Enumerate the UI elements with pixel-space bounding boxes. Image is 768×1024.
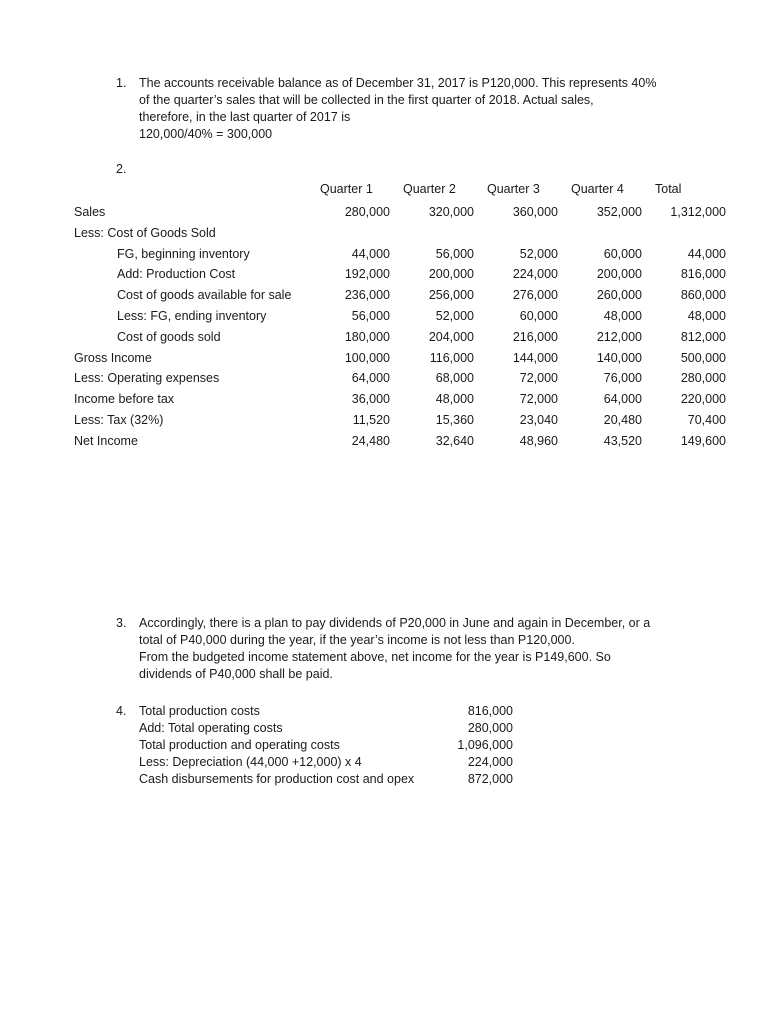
quarter-4-cell: 140,000: [596, 350, 642, 365]
row-label: Net Income: [74, 433, 138, 448]
quarter-2-cell: 48,000: [435, 392, 474, 407]
row-label: Less: Cost of Goods Sold: [74, 225, 216, 240]
quarter-3-cell: 224,000: [512, 267, 558, 282]
cash-disbursement-row: [139, 771, 679, 788]
item-3-number: 3.: [116, 616, 127, 630]
item-3-line: total of P40,000 during the year, if the year’s income is not less than P120,000.: [139, 633, 575, 647]
header-quarter-2: Quarter 2: [403, 182, 456, 196]
item-1-line: of the quarter’s sales that will be collected in the first quarter of 2018. Actual sales,: [139, 93, 594, 107]
cash-disbursement-value: 872,000: [467, 772, 513, 786]
income-statement-row: [0, 390, 768, 408]
total-cell: 149,600: [680, 433, 726, 448]
item-3-line: Accordingly, there is a plan to pay dividends of P20,000 in June and again in December, or a: [139, 616, 651, 630]
income-statement-row: [0, 203, 768, 221]
row-label: Income before tax: [74, 392, 175, 407]
quarter-4-cell: 64,000: [603, 392, 642, 407]
quarter-1-cell: 100,000: [344, 350, 390, 365]
quarter-3-cell: 60,000: [519, 309, 558, 323]
income-statement-row: [0, 369, 768, 387]
income-statement-row: [0, 286, 768, 304]
total-cell: 220,000: [680, 392, 726, 407]
income-statement-row: [0, 245, 768, 263]
cash-disbursement-label: Total production and operating costs: [139, 738, 340, 752]
quarter-4-cell: 20,480: [603, 413, 642, 427]
cash-disbursement-label: Cash disbursements for production cost and opex: [139, 772, 415, 786]
cash-disbursement-label: Less: Depreciation (44,000 +12,000) x 4: [139, 755, 362, 769]
row-label: Add: Production Cost: [117, 267, 236, 282]
quarter-4-cell: 200,000: [596, 267, 642, 282]
quarter-2-cell: 68,000: [435, 371, 474, 386]
quarter-3-cell: 360,000: [512, 205, 558, 219]
quarter-2-cell: 204,000: [428, 329, 474, 344]
item-1-number: 1.: [116, 76, 127, 90]
income-statement-row: [0, 432, 768, 450]
income-statement-row: [0, 411, 768, 429]
quarter-1-cell: 180,000: [344, 329, 390, 344]
total-cell: 500,000: [680, 350, 726, 365]
item-2: [116, 161, 676, 181]
total-cell: 812,000: [680, 329, 726, 344]
item-3-text: [139, 615, 679, 683]
quarter-3-cell: 216,000: [512, 329, 558, 344]
quarter-1-cell: 44,000: [351, 246, 390, 261]
row-label: FG, beginning inventory: [117, 246, 250, 261]
item-1: [116, 75, 676, 145]
quarter-4-cell: 76,000: [603, 371, 642, 386]
quarter-4-cell: 212,000: [596, 329, 642, 344]
row-label: Cost of goods sold: [117, 329, 221, 344]
total-cell: 280,000: [680, 371, 726, 386]
quarter-3-cell: 48,960: [519, 433, 558, 448]
cash-disbursement-value: 816,000: [467, 704, 513, 718]
item-3-line: From the budgeted income statement above, net income for the year is P149,600. So: [139, 650, 611, 664]
row-label: Less: FG, ending inventory: [117, 309, 267, 323]
cash-disbursement-row: [139, 703, 679, 720]
cash-disbursement-row: [139, 737, 679, 754]
quarter-2-cell: 32,640: [435, 433, 474, 448]
cash-disbursement-value: 1,096,000: [457, 738, 513, 752]
quarter-4-cell: 260,000: [596, 288, 642, 303]
total-cell: 44,000: [687, 246, 726, 261]
quarter-2-cell: 52,000: [435, 309, 474, 323]
quarter-1-cell: 236,000: [344, 288, 390, 303]
cash-disbursement-label: Total production costs: [139, 704, 260, 718]
quarter-3-cell: 52,000: [519, 246, 558, 261]
income-statement-header: [0, 182, 768, 200]
quarter-2-cell: 200,000: [428, 267, 474, 282]
quarter-4-cell: 60,000: [603, 246, 642, 261]
quarter-1-cell: 192,000: [344, 267, 390, 282]
item-1-line: The accounts receivable balance as of December 31, 2017 is P120,000. This represents 40%: [139, 76, 657, 90]
item-4: [116, 703, 676, 793]
item-4-text: [139, 703, 679, 788]
cash-disbursement-label: Add: Total operating costs: [139, 721, 283, 735]
quarter-2-cell: 116,000: [429, 350, 474, 365]
item-3: [116, 615, 676, 685]
item-1-line: therefore, in the last quarter of 2017 is: [139, 110, 351, 124]
quarter-1-cell: 56,000: [351, 309, 390, 323]
cash-disbursement-row: [139, 754, 679, 771]
quarter-3-cell: 276,000: [512, 288, 558, 303]
quarter-2-cell: 320,000: [428, 205, 474, 219]
header-total: Total: [655, 182, 682, 196]
header-quarter-3: Quarter 3: [487, 182, 540, 196]
quarter-1-cell: 280,000: [344, 205, 390, 219]
header-quarter-4: Quarter 4: [571, 182, 624, 196]
income-statement-row: [0, 328, 768, 346]
quarter-3-cell: 72,000: [519, 371, 558, 386]
quarter-1-cell: 64,000: [351, 371, 390, 386]
item-2-number: 2.: [116, 162, 127, 176]
row-label: Cost of goods available for sale: [117, 288, 292, 303]
quarter-2-cell: 56,000: [435, 246, 474, 261]
item-1-line: 120,000/40% = 300,000: [139, 127, 273, 141]
income-statement-row: [0, 349, 768, 367]
cash-disbursement-value: 280,000: [467, 721, 513, 735]
row-label: Less: Tax (32%): [74, 413, 164, 427]
quarter-1-cell: 11,520: [352, 413, 390, 427]
quarter-2-cell: 15,360: [435, 413, 474, 427]
quarter-3-cell: 72,000: [519, 392, 558, 407]
cash-disbursement-row: [139, 720, 679, 737]
row-label: Gross Income: [74, 350, 152, 365]
cash-disbursement-value: 224,000: [467, 755, 513, 769]
quarter-4-cell: 48,000: [603, 309, 642, 323]
total-cell: 816,000: [680, 267, 726, 282]
quarter-2-cell: 256,000: [428, 288, 474, 303]
quarter-1-cell: 36,000: [351, 392, 390, 407]
quarter-3-cell: 144,000: [512, 350, 558, 365]
item-1-text: [139, 75, 679, 143]
item-3-line: dividends of P40,000 shall be paid.: [139, 667, 333, 681]
total-cell: 70,400: [687, 413, 726, 427]
header-quarter-1: Quarter 1: [320, 182, 373, 196]
total-cell: 860,000: [680, 288, 726, 303]
income-statement-row: [0, 307, 768, 325]
quarter-1-cell: 24,480: [351, 433, 390, 448]
item-4-number: 4.: [116, 704, 127, 718]
income-statement-row: [0, 265, 768, 283]
quarter-3-cell: 23,040: [519, 413, 558, 427]
row-label: Less: Operating expenses: [74, 371, 220, 386]
row-label: Sales: [74, 205, 106, 219]
total-cell: 1,312,000: [670, 205, 726, 219]
income-statement-row: [0, 224, 768, 242]
total-cell: 48,000: [687, 309, 726, 323]
quarter-4-cell: 43,520: [603, 433, 642, 448]
quarter-4-cell: 352,000: [596, 205, 642, 219]
